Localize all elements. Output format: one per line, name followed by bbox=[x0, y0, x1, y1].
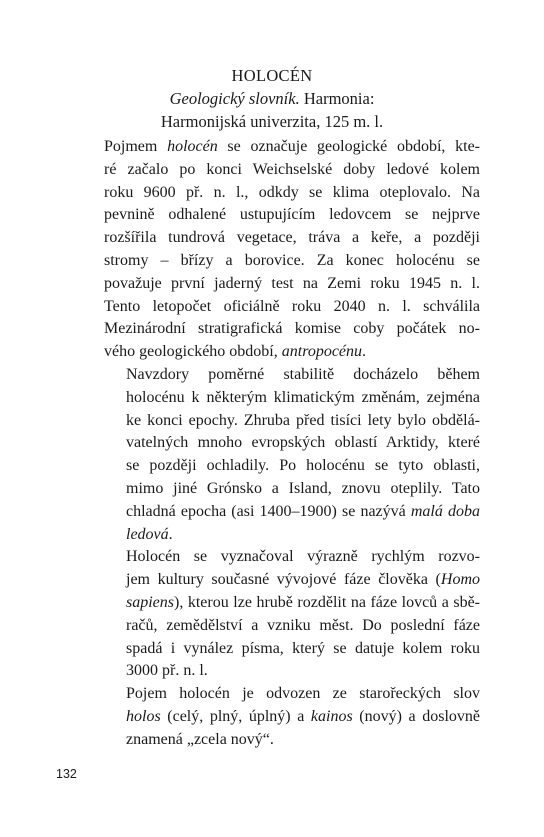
text-run: Tento letopočet oficiálně roku 2040 n. l. schválila bbox=[104, 297, 480, 315]
text-run: (celý, plný, úplný) a bbox=[160, 707, 311, 725]
text-line bbox=[104, 204, 480, 227]
text-run: chladná epocha (asi 1400–1900) se nazývá bbox=[126, 502, 411, 520]
text-run: stromy – břízy a borovice. Za konec holocénu se bbox=[104, 251, 480, 269]
text-line bbox=[104, 387, 480, 410]
paragraph bbox=[104, 364, 480, 546]
entry-header bbox=[70, 64, 474, 133]
text-line bbox=[104, 273, 480, 296]
text-line bbox=[104, 227, 480, 250]
text-line bbox=[104, 410, 480, 433]
text-run: vého geologického období, bbox=[104, 343, 282, 361]
text-line bbox=[104, 592, 480, 615]
text-line bbox=[104, 455, 480, 478]
text-line bbox=[104, 478, 480, 501]
source-title: Geologický slovník. bbox=[169, 89, 300, 108]
text-run: vatelných mnoho evropských oblastí Arktidy, které bbox=[126, 434, 480, 452]
entry-title: HOLOCÉN bbox=[231, 66, 313, 85]
text-run: holocénu k některým klimatickým změnám, zejména bbox=[126, 388, 480, 406]
page-number: 132 bbox=[56, 767, 77, 781]
text-run: pevnině odhalené ustupujícím ledovcem se nejprve bbox=[104, 206, 480, 224]
text-line bbox=[104, 546, 480, 569]
text-line bbox=[104, 318, 480, 341]
text-line bbox=[104, 569, 480, 592]
text-line bbox=[104, 729, 480, 752]
text-line bbox=[104, 136, 480, 159]
text-run: jem kultury současné vývojové fáze člověka ( bbox=[126, 571, 441, 589]
text-line bbox=[104, 250, 480, 273]
text-line bbox=[104, 660, 480, 683]
italic-term: malá doba bbox=[410, 502, 480, 520]
text-line bbox=[104, 341, 480, 364]
text-line bbox=[104, 501, 480, 524]
text-run: (nový) a doslovně bbox=[352, 707, 481, 725]
text-run: rozšířila tundrová vegetace, tráva a keře, a později bbox=[104, 229, 480, 247]
entry-source-line-2: Harmonijská univerzita, 125 m. l. bbox=[160, 112, 384, 131]
text-run: Pojem holocén je odvozen ze starořeckých slov bbox=[126, 685, 480, 703]
text-line bbox=[104, 706, 480, 729]
text-run: považuje první jaderný test na Zemi roku 1945 n. l. bbox=[104, 274, 480, 292]
text-run: znamená „zcela nový“. bbox=[126, 730, 274, 748]
italic-term: kainos bbox=[310, 707, 353, 725]
text-run: ke konci epochy. Zhruba před tisíci lety bylo obdělá- bbox=[126, 411, 480, 429]
italic-term: antropocénu bbox=[281, 343, 363, 361]
italic-term: Homo bbox=[440, 571, 480, 589]
text-line bbox=[104, 296, 480, 319]
text-run: ré začalo po konci Weichselské doby ledové kolem bbox=[104, 160, 480, 178]
text-run: račů, zemědělství a vzniku měst. Do poslední fáze bbox=[126, 616, 480, 634]
entry-source-line bbox=[70, 87, 474, 110]
text-run: se označuje geologické období, kte- bbox=[217, 138, 480, 155]
italic-term: sapiens bbox=[126, 593, 174, 611]
text-line bbox=[104, 638, 480, 661]
italic-term: holocén bbox=[167, 138, 218, 155]
text-run: mimo jiné Grónsko a Island, znovu oteplily. Tato bbox=[126, 479, 480, 497]
text-run: Pojmem bbox=[104, 138, 168, 155]
text-line bbox=[104, 364, 480, 387]
text-run: . bbox=[168, 525, 173, 543]
source-publisher: Harmonia: bbox=[299, 89, 375, 108]
entry-body bbox=[104, 136, 480, 752]
italic-term: holos bbox=[126, 707, 161, 725]
text-line bbox=[104, 615, 480, 638]
text-run: roku 9600 př. n. l., odkdy se klima oteplovalo. Na bbox=[104, 183, 480, 201]
text-run: Navzdory poměrné stabilitě docházelo během bbox=[126, 365, 480, 383]
text-run: Mezinárodní stratigrafická komise coby počátek no- bbox=[104, 320, 480, 338]
paragraph bbox=[104, 683, 480, 751]
text-line bbox=[104, 159, 480, 182]
text-run: spadá i vynález písma, který se datuje kolem roku bbox=[126, 639, 480, 657]
text-line bbox=[104, 683, 480, 706]
text-run: . bbox=[362, 343, 367, 361]
italic-term: ledová bbox=[126, 525, 169, 543]
text-line bbox=[104, 182, 480, 205]
text-line bbox=[104, 432, 480, 455]
text-run: Holocén se vyznačoval výrazně rychlým rozvo- bbox=[126, 548, 480, 566]
text-run: se později ochladily. Po holocénu se tyto oblasti, bbox=[126, 457, 480, 475]
paragraph bbox=[104, 136, 480, 364]
text-line bbox=[104, 524, 480, 547]
text-run: ), kterou lze hrubě rozdělit na fáze lovců a sbě- bbox=[174, 593, 480, 611]
paragraph bbox=[104, 546, 480, 683]
text-run: 3000 př. n. l. bbox=[126, 662, 208, 680]
